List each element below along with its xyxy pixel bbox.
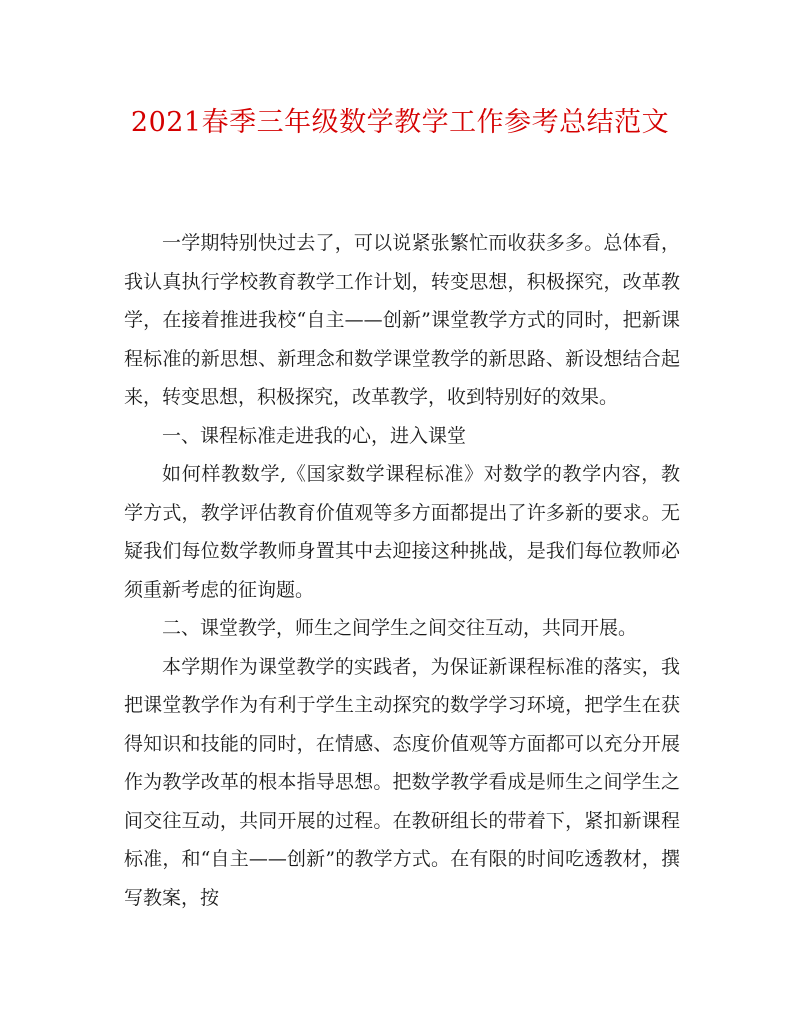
section-heading-1: 一、课程标准走进我的心，进入课堂 [162, 424, 467, 447]
section-1-paragraph: 如何样教数学,《国家数学课程标准》对数学的教学内容，教学方式，教学评估教育价值观等多方面都提出了许多新的要求。无疑我们每位数学教师身置其中去迎接这种挑战，是我们每位教师必须重新考虑的征询题。 [124, 463, 680, 601]
document-title: 2021春季三年级数学教学工作参考总结范文 [130, 107, 670, 138]
intro-paragraph: 一学期特别快过去了，可以说紧张繁忙而收获多多。总体看，我认真执行学校教育教学工作计划，转变思想，积极探究，改革教学，在接着推进我校“自主——创新”课堂教学方式的同时，把新课程标准的新思想、新理念和数学课堂教学的新思路、新设想结合起来，转变思想，积极探究，改革教学，收到特别好的效果。 [124, 232, 680, 408]
section-2-paragraph: 本学期作为课堂教学的实践者，为保证新课程标准的落实，我把课堂教学作为有利于学生主动探究的数学学习环境，把学生在获得知识和技能的同时，在情感、态度价值观等方面都可以充分开展作为教学改革的根本指导思想。把数学教学看成是师生之间学生之间交往互动，共同开展的过程。在教研组长的带着下，紧扣新课程标准，和“自主——创新”的教学方式。在有限的时间吃透教材，撰写教案，按 [124, 655, 680, 909]
document-body [124, 224, 680, 917]
section-heading-2: 二、课堂教学，师生之间学生之间交往互动，共同开展。 [162, 617, 638, 639]
